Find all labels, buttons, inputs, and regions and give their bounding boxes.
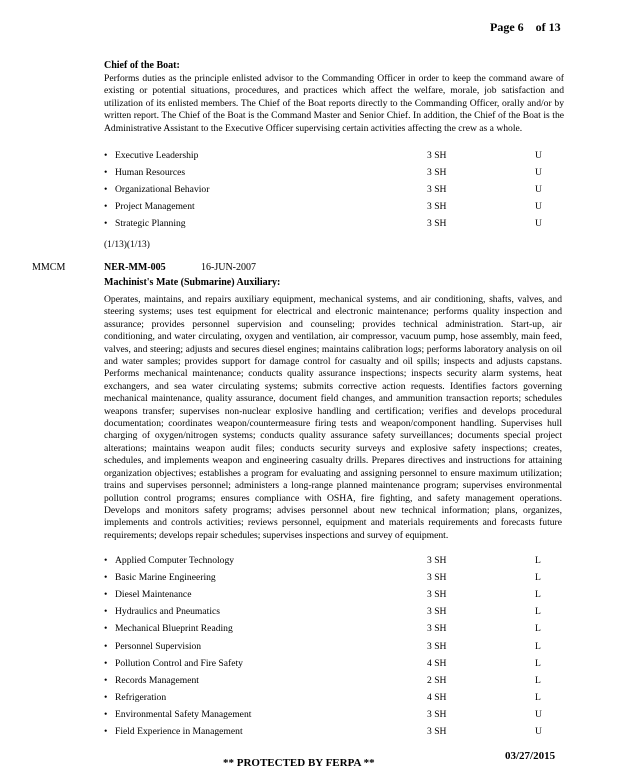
course-row: [104, 675, 564, 689]
course-name: Pollution Control and Fire Safety: [115, 657, 243, 669]
bullet-icon: •: [104, 674, 108, 686]
course-row: [104, 641, 564, 655]
course-credits: 3 SH: [427, 167, 447, 178]
footer-date: 03/27/2015: [505, 750, 556, 762]
bullet-icon: •: [104, 606, 108, 618]
page-number: [490, 20, 561, 35]
section-footnote: (1/13)(1/13): [104, 240, 150, 250]
course-level: L: [535, 640, 541, 652]
course-credits: 3 SH: [427, 623, 447, 635]
course-level: U: [535, 167, 542, 178]
course-row: [104, 555, 564, 569]
course-level: L: [535, 674, 541, 686]
course-name: Hydraulics and Pneumatics: [115, 606, 220, 618]
course-row: [104, 709, 564, 723]
course-row: [104, 623, 564, 637]
course-credits: 3 SH: [427, 150, 447, 161]
course-name: Strategic Planning: [115, 218, 186, 229]
rate-label: MMCM: [32, 262, 66, 273]
course-credits: 3 SH: [427, 201, 447, 212]
course-credits: 3 SH: [427, 640, 447, 652]
course-level: U: [535, 218, 542, 229]
course-level: L: [535, 606, 541, 618]
course-credits: 4 SH: [427, 691, 447, 703]
course-credits: 3 SH: [427, 726, 447, 737]
course-row: [104, 218, 564, 232]
course-row: [104, 692, 564, 706]
course-date: 16-JUN-2007: [201, 262, 256, 273]
section-description-machinists-mate: Operates, maintains, and repairs auxiliary equipment, mechanical systems, and air conditioning, shafts, valves, and steering systems; uses test equipment for electrical and electronic maintenance; performs quality inspection and assurance; provides personnel supervision and counseling; provides technical administration. Start-up, air conditioning, and water circulating, oxygen and ventilation, air compressor, vacuum pump, hose assembly, main feed, valves, and steering; adjusts and secures diesel engines; maintains calibration logs; performs laboratory analysis on oil and water samples; provides support for damage control for casualty and oil spills; inspects and adjusts capstans. Performs mechanical maintenance; conducts quality assurance inspections; inspects security alarm systems, heat exchangers, and sea water circulating systems; submits corrective action requests. Identifies factors governing mechanical maintenance, quality assurance, document field changes, and ammunition transaction reports; schedules weapons transfer; supervises non-nuclear explosive handling and certification; verifies and develops procedural documentation; coordinates weapon/countermeasure firing tests and weapon/component handling. Supervises hull charging of oxygen/nitrogen systems; conducts quality assurance safety surveillances; documents special project alterations; maintains weapon audit files; conducts security surveys and explosive safety inspections; creates, schedules, and implements weapon and engineering casualty drills. Prepares directives and instructions for attaining organization objectives; establishes a program for evaluating and assigning personnel to ensure maximum utilization; trains and supervises personnel; administers a long-range planned maintenance program; supervises environmental pollution control programs; ensures compliance with OSHA, fire fighting, and safety management operations. Develops and monitors safety programs; advises personnel about new technical information; plans, organizes, implements and controls activities; reviews personnel, equipment and materials requirements and forecasts future requirements; develops repair schedules; supervises inspections and survey of equipment.: [104, 294, 562, 541]
bullet-icon: •: [104, 708, 108, 720]
course-level: L: [535, 623, 541, 635]
bullet-icon: •: [104, 623, 108, 635]
bullet-icon: •: [104, 726, 108, 737]
course-name: Human Resources: [115, 167, 186, 178]
bullet-icon: •: [104, 218, 108, 229]
course-name: Mechanical Blueprint Reading: [115, 623, 233, 635]
course-credits: 3 SH: [427, 218, 447, 229]
bullet-icon: •: [104, 167, 108, 178]
bullet-icon: •: [104, 555, 108, 566]
course-level: U: [535, 150, 542, 161]
course-name: Field Experience in Management: [115, 726, 243, 737]
course-name: Refrigeration: [115, 691, 167, 703]
course-credits: 2 SH: [427, 674, 447, 686]
bullet-icon: •: [104, 572, 108, 584]
course-credits: 3 SH: [427, 606, 447, 618]
course-level: L: [535, 572, 541, 584]
course-name: Environmental Safety Management: [115, 708, 252, 720]
course-name: Applied Computer Technology: [115, 555, 235, 566]
course-row: [104, 606, 564, 620]
course-level: U: [535, 184, 542, 195]
course-row: [104, 184, 564, 198]
course-level: U: [535, 201, 542, 212]
course-row: [104, 572, 564, 586]
section-description-chief-of-boat: Performs duties as the principle enlisted advisor to the Commanding Officer in order to keep the command aware of existing or potential situations, procedures, and practices which affect the welfare, morale, job satisfaction and utilization of its enlisted members. The Chief of the Boat reports directly to the Commanding Officer, orally and/or by written report. The Chief of the Boat is the Command Master and Senior Chief. In addition, the Chief of the Boat is the Administrative Assistant to the Executive Officer supervising certain activities affecting the crew as a whole.: [104, 73, 564, 134]
bullet-icon: •: [104, 201, 108, 212]
course-level: U: [535, 708, 542, 720]
course-code: NER-MM-005: [104, 262, 166, 273]
bullet-icon: •: [104, 691, 108, 703]
course-name: Organizational Behavior: [115, 184, 210, 195]
bullet-icon: •: [104, 184, 108, 195]
page-of-label: of 13: [535, 20, 561, 34]
section-title-machinists-mate: Machinist's Mate (Submarine) Auxiliary:: [104, 277, 281, 288]
course-name: Basic Marine Engineering: [115, 572, 216, 584]
bullet-icon: •: [104, 657, 108, 669]
course-level: L: [535, 555, 541, 566]
course-row: [104, 150, 564, 164]
course-name: Records Management: [115, 674, 199, 686]
course-name: Project Management: [115, 201, 195, 212]
course-row: [104, 726, 564, 740]
bullet-icon: •: [104, 589, 108, 601]
course-level: L: [535, 657, 541, 669]
course-credits: 3 SH: [427, 572, 447, 584]
course-row: [104, 589, 564, 603]
course-credits: 3 SH: [427, 708, 447, 720]
course-credits: 3 SH: [427, 184, 447, 195]
course-level: U: [535, 726, 542, 737]
course-credits: 4 SH: [427, 657, 447, 669]
course-credits: 3 SH: [427, 555, 447, 566]
course-row: [104, 201, 564, 215]
page-label: Page 6: [490, 20, 524, 34]
course-name: Executive Leadership: [115, 150, 199, 161]
section-title-chief-of-boat: Chief of the Boat:: [104, 60, 180, 71]
course-level: L: [535, 691, 541, 703]
bullet-icon: •: [104, 150, 108, 161]
course-row: [104, 658, 564, 672]
course-name: Personnel Supervision: [115, 640, 202, 652]
bullet-icon: •: [104, 640, 108, 652]
course-level: L: [535, 589, 541, 601]
ferpa-notice: ** PROTECTED BY FERPA **: [223, 757, 375, 769]
course-row: [104, 167, 564, 181]
course-credits: 3 SH: [427, 589, 447, 601]
course-name: Diesel Maintenance: [115, 589, 192, 601]
